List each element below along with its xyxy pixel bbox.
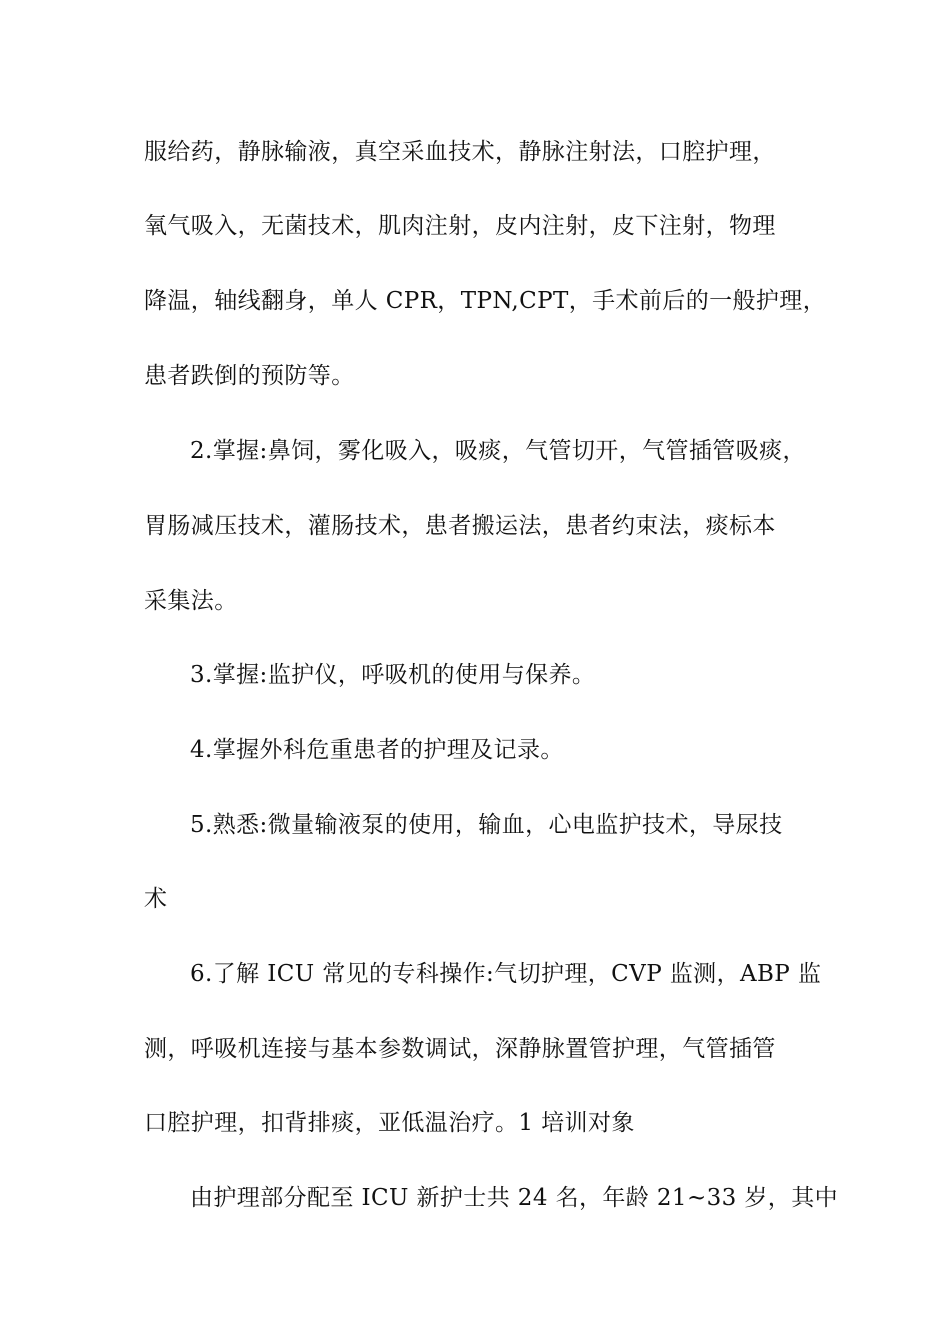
text-line: 测，呼吸机连接与基本参数调试，深静脉置管护理，气管插管 <box>144 1036 776 1062</box>
text-line: 5.熟悉:微量输液泵的使用，输血，心电监护技术，导尿技 <box>190 812 783 838</box>
text-line: 降温，轴线翻身，单人 CPR，TPN,CPT，手术前后的一般护理， <box>144 288 827 314</box>
text-line: 6.了解 ICU 常见的专科操作:气切护理，CVP 监测，ABP 监 <box>190 961 822 987</box>
text-line: 3.掌握:监护仪，呼吸机的使用与保养。 <box>190 662 596 688</box>
text-line: 4.掌握外科危重患者的护理及记录。 <box>190 737 564 763</box>
text-line: 氧气吸入，无菌技术，肌肉注射，皮内注射，皮下注射，物理 <box>144 213 776 239</box>
text-line: 采集法。 <box>144 588 238 614</box>
text-line: 服给药，静脉输液，真空采血技术，静脉注射法，口腔护理， <box>144 139 776 165</box>
text-line: 口腔护理，扣背排痰，亚低温治疗。1 培训对象 <box>144 1110 635 1136</box>
text-line: 术 <box>144 886 168 912</box>
text-line: 患者跌倒的预防等。 <box>144 363 355 389</box>
text-line: 胃肠减压技术，灌肠技术，患者搬运法，患者约束法，痰标本 <box>144 513 776 539</box>
text-line: 2.掌握:鼻饲，雾化吸入，吸痰，气管切开，气管插管吸痰， <box>190 438 806 464</box>
text-line: 由护理部分配至 ICU 新护士共 24 名，年龄 21~33 岁，其中 <box>190 1185 839 1211</box>
